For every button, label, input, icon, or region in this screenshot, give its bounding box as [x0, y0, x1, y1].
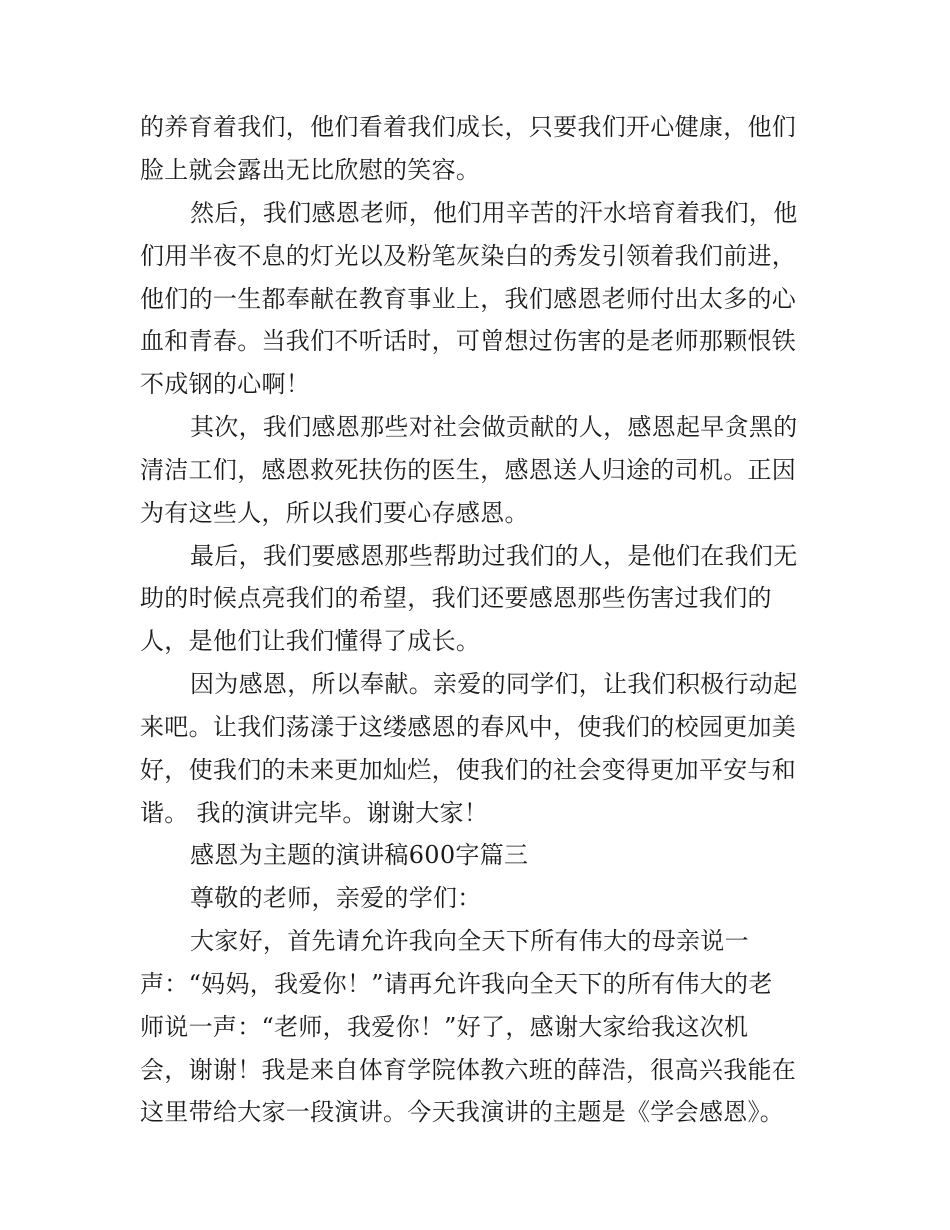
text-line: 脸上就会露出无比欣慰的笑容。: [140, 156, 481, 184]
text-line: 声：“妈妈，我爱你！”请再允许我向全天下的所有伟大的老: [140, 970, 773, 998]
text-line: 人，是他们让我们懂得了成长。: [140, 627, 481, 655]
text-line: 们用半夜不息的灯光以及粉笔灰染白的秀发引领着我们前进，: [140, 242, 797, 270]
text-line: 会，谢谢！我是来自体育学院体教六班的薛浩，很高兴我能在: [140, 1056, 797, 1084]
text-line: 的养育着我们，他们看着我们成长，只要我们开心健康，他们: [140, 113, 797, 141]
text-line: 最后，我们要感恩那些帮助过我们的人，是他们在我们无: [190, 542, 798, 570]
text-line: 因为感恩，所以奉献。亲爱的同学们，让我们积极行动起: [190, 670, 798, 698]
text-line: 来吧。让我们荡漾于这缕感恩的春风中，使我们的校园更加美: [140, 713, 797, 741]
text-line: 他们的一生都奉献在教育事业上，我们感恩老师付出太多的心: [140, 285, 797, 313]
text-line: 不成钢的心啊！: [140, 370, 311, 398]
section-heading: 感恩为主题的演讲稿600字篇三: [190, 841, 529, 869]
text-line: 其次，我们感恩那些对社会做贡献的人，感恩起早贪黑的: [190, 413, 798, 441]
text-line: 谐。 我的演讲完毕。谢谢大家！: [140, 799, 489, 827]
text-line: 大家好，首先请允许我向全天下所有伟大的母亲说一: [190, 927, 749, 955]
text-line: 好，使我们的未来更加灿烂，使我们的社会变得更加平安与和: [140, 756, 797, 784]
text-line: 为有这些人，所以我们要心存感恩。: [140, 499, 529, 527]
text-line: 助的时候点亮我们的希望，我们还要感恩那些伤害过我们的: [140, 584, 772, 612]
text-line: 血和青春。当我们不听话时，可曾想过伤害的是老师那颗恨铁: [140, 327, 797, 355]
text-line: 清洁工们，感恩救死扶伤的医生，感恩送人归途的司机。正因: [140, 456, 797, 484]
text-line: 然后，我们感恩老师，他们用辛苦的汗水培育着我们，他: [190, 199, 798, 227]
text-line: 这里带给大家一段演讲。今天我演讲的主题是《学会感恩》。: [140, 1098, 785, 1126]
salutation: 尊敬的老师，亲爱的学们：: [190, 884, 482, 912]
text-line: 师说一声：“老师，我爱你！”好了，感谢大家给我这次机: [140, 1013, 749, 1041]
